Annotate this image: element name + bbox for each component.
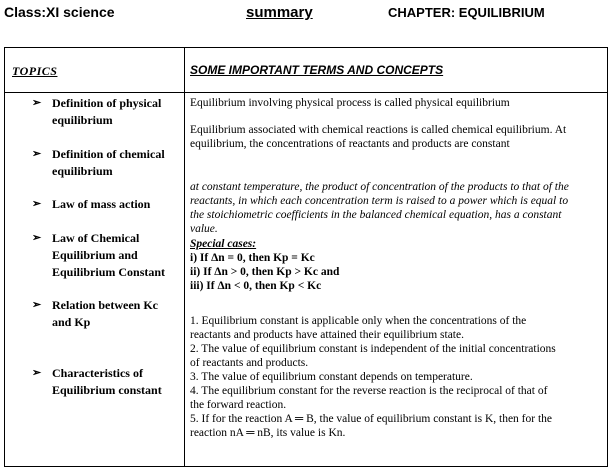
topic-line: Equilibrium Constant xyxy=(52,265,166,279)
bullet-arrow-icon: ➢ xyxy=(32,148,42,160)
topic-line: equilibrium xyxy=(52,113,113,127)
topics-heading: TOPICS xyxy=(12,64,58,78)
characteristic-line: 5. If for the reaction A ═ B, the value of equilibrium constant is K, then for the xyxy=(190,413,553,425)
topic-line: equilibrium xyxy=(52,164,113,178)
text-line: at constant temperature, the product of concentration of the products to that of the xyxy=(190,181,569,193)
special-case-item: ii) If Δn > 0, then Kp > Kc and xyxy=(190,266,340,278)
law-of-mass-action-text xyxy=(190,180,602,236)
text-line: reactants, in which each concentration term is raised to a power which is equal to xyxy=(190,195,569,207)
topic-line: Definition of physical xyxy=(52,96,162,110)
characteristic-line: reactants and products have attained their equilibrium state. xyxy=(190,329,464,341)
characteristic-line: 1. Equilibrium constant is applicable only when the concentrations of the xyxy=(190,315,527,327)
bullet-arrow-icon: ➢ xyxy=(32,198,42,210)
text-line: Equilibrium associated with chemical reactions is called chemical equilibrium. At xyxy=(190,124,567,136)
topic-line: Equilibrium and xyxy=(52,248,138,262)
topic-line: Relation between Kc xyxy=(52,298,158,312)
topic-line: and Kp xyxy=(52,315,91,329)
bullet-arrow-icon: ➢ xyxy=(32,299,42,311)
topic-line: Definition of chemical xyxy=(52,147,165,161)
bullet-arrow-icon: ➢ xyxy=(32,97,42,109)
column-divider xyxy=(184,47,185,467)
characteristic-line: of reactants and products. xyxy=(190,357,309,369)
chemical-equilibrium-definition xyxy=(190,123,602,151)
physical-equilibrium-definition: Equilibrium involving physical process is called physical equilibrium xyxy=(190,97,510,109)
bullet-arrow-icon: ➢ xyxy=(32,367,42,379)
topic-line: Equilibrium constant xyxy=(52,383,162,397)
characteristic-line: 3. The value of equilibrium constant depends on temperature. xyxy=(190,371,473,383)
terms-heading: SOME IMPORTANT TERMS AND CONCEPTS xyxy=(190,63,444,77)
class-label: Class:XI science xyxy=(4,4,115,20)
bullet-arrow-icon: ➢ xyxy=(32,232,42,244)
special-cases-heading: Special cases: xyxy=(190,238,257,250)
characteristic-line: reaction nA ═ nB, its value is Kn. xyxy=(190,427,346,439)
special-case-item: i) If Δn = 0, then Kp = Kc xyxy=(190,252,315,264)
text-line: equilibrium, the concentrations of reactants and products are constant xyxy=(190,138,510,150)
text-line: the stoichiometric coefficients in the balanced chemical equation, has a constant xyxy=(190,209,562,221)
header-row-divider xyxy=(4,92,608,93)
characteristic-line: the forward reaction. xyxy=(190,399,287,411)
chapter-label: CHAPTER: EQUILIBRIUM xyxy=(388,5,545,20)
text-line: value. xyxy=(190,223,218,235)
summary-label: summary xyxy=(246,4,313,21)
topic-line: Characteristics of xyxy=(52,366,143,380)
special-case-item: iii) If Δn < 0, then Kp < Kc xyxy=(190,280,322,292)
characteristic-line: 4. The equilibrium constant for the reverse reaction is the reciprocal of that of xyxy=(190,385,548,397)
special-cases xyxy=(190,237,602,293)
characteristics-list xyxy=(190,314,602,440)
topic-line: Law of mass action xyxy=(52,197,151,211)
characteristic-line: 2. The value of equilibrium constant is independent of the initial concentrations xyxy=(190,343,556,355)
topic-line: Law of Chemical xyxy=(52,231,140,245)
